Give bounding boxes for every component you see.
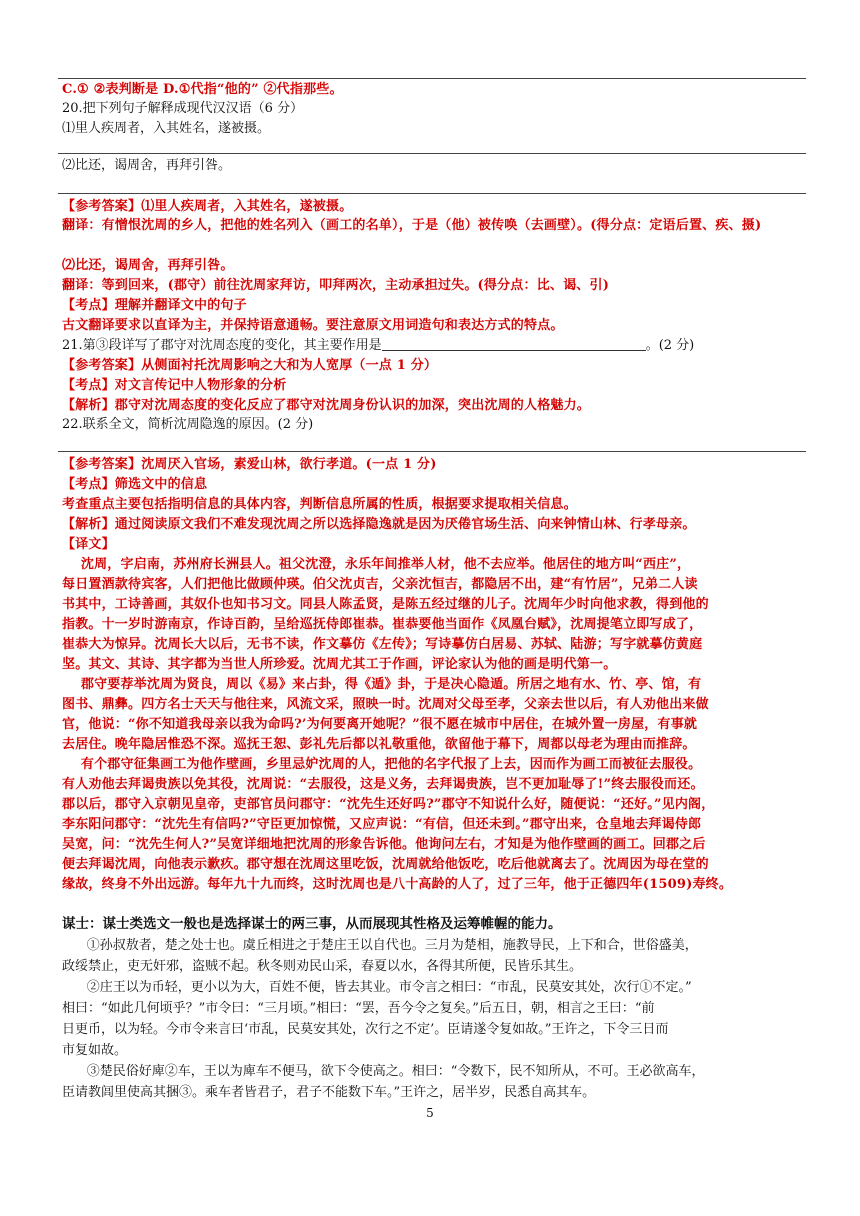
mou-p2-l3: 日更币，以为轻。今市令来言曰‘市乱，民莫安其处，次行之不定’。臣请遂令复如故。”王许之，下令三日而 bbox=[62, 1022, 669, 1037]
q20-sentence-1: ⑴里人疾周者，入其姓名，遂被摄。 bbox=[62, 121, 271, 136]
mou-p3-l1: ③楚民俗好庳②车，王以为庳车不便马，欲下令使高之。相曰：“令数下，民不知所从，不可。王必欲高车， bbox=[86, 1064, 705, 1079]
mou-p2-l4: 市复如故。 bbox=[62, 1043, 128, 1058]
q20-title: 20.把下列句子解释成现代汉汉语（6 分） bbox=[62, 101, 304, 116]
page-number: 5 bbox=[426, 1106, 434, 1120]
q20-note: 古文翻译要求以直译为主，并保持语意通畅。要注意原文用词造句和表达方式的特点。 bbox=[62, 318, 564, 333]
q20-translation-1: 翻译：有憎恨沈周的乡人，把他的姓名列入（画工的名单），于是（他）被传唤（去画壁）。(得分点：定语后置、疾、摄) bbox=[62, 218, 762, 233]
q22-answer: 【参考答案】沈周厌入官场，素爱山林，欲行孝道。(一点 1 分) bbox=[62, 457, 437, 472]
q21-title: 21.第③段详写了郡守对沈周态度的变化，其主要作用是 。(2 分) bbox=[62, 338, 695, 353]
q22-analysis: 【解析】通过阅读原文我们不难发现沈周之所以选择隐逸就是因为厌倦官场生活、向来钟情山林、行孝母亲。 bbox=[62, 517, 696, 532]
q20-answer-1: 【参考答案】⑴里人疾周者，入其姓名，遂被摄。 bbox=[62, 199, 353, 214]
q21-answer: 【参考答案】从侧面衬托沈周影响之大和为人宽厚（一点 1 分） bbox=[62, 358, 438, 373]
translation-p2-l4: 去居住。晚年隐居惟恐不深。巡抚王恕、彭礼先后都以礼敬重他，欲留他于幕下，周都以母老为理由而推辞。 bbox=[62, 737, 696, 752]
mou-p1-l1: ①孙叔敖者，楚之处士也。虞丘相进之于楚庄王以自代也。三月为楚相，施教导民，上下和合，世俗盛美， bbox=[86, 938, 698, 953]
q20-kaodian: 【考点】理解并翻译文中的句子 bbox=[62, 298, 247, 313]
answer-line-1 bbox=[58, 153, 806, 154]
translation-p3-l6: 便去拜谒沈周，向他表示歉疚。郡守想在沈周这里吃饭，沈周就给他饭吃，吃后他就离去了。沈周因为母在堂的 bbox=[62, 857, 709, 872]
translation-label: 【译文】 bbox=[62, 537, 115, 552]
mou-heading: 谋士：谋士类选文一般也是选择谋士的两三事，从而展现其性格及运筹帷幄的能力。 bbox=[62, 916, 562, 932]
translation-p1-l2: 每日置酒款待宾客，人们把他比做顾仲瑛。伯父沈贞吉，父亲沈恒吉，都隐居不出，建“有竹居”，兄弟二人读 bbox=[62, 577, 698, 592]
mou-p2-l2: 相曰：“如此几何顷乎？”市令曰：“三月顷。”相曰：“罢，吾今令之复矣。”后五日，朝，相言之王曰：“前 bbox=[62, 1001, 655, 1016]
mou-p3-l2: 臣请教闾里使高其捆③。乘车者皆君子，君子不能数下车。”王许之，居半岁，民悉自高其车。 bbox=[62, 1085, 596, 1100]
translation-p2-l1: 郡守要荐举沈周为贤良，周以《易》来占卦，得《遁》卦，于是决心隐遁。所居之地有水、竹、亭、馆，有 bbox=[80, 677, 702, 692]
q21-kaodian: 【考点】对文言传记中人物形象的分析 bbox=[62, 378, 287, 393]
q21-blank bbox=[382, 337, 646, 351]
translation-p1-l3: 书其中，工诗善画，其奴仆也知书习文。同县人陈孟贤，是陈五经过继的儿子。沈周年少时向他求教，得到他的 bbox=[62, 597, 709, 612]
q20-answer-2: ⑵比还，谒周舍，再拜引咎。 bbox=[62, 258, 234, 273]
translation-p3-l7: 缘故，终身不外出远游。每年九十九而终，这时沈周也是八十高龄的人了，过了三年，他于正德四年(1509)寿终。 bbox=[62, 877, 733, 892]
top-rule bbox=[58, 78, 806, 79]
q22-title: 22.联系全文，简析沈周隐逸的原因。(2 分) bbox=[62, 417, 314, 432]
translation-p3-l5: 吴宽，问：“沈先生何人?”吴宽详细地把沈周的形象告诉他。他询问左右，才知是为他作壁画的画工。回郡之后 bbox=[62, 837, 706, 852]
q22-note: 考查重点主要包括指明信息的具体内容，判断信息所属的性质，根据要求提取相关信息。 bbox=[62, 497, 577, 512]
translation-p3-l1: 有个郡守征集画工为他作壁画，乡里忌妒沈周的人，把他的名字代报了上去，因而作为画工而被征去服役。 bbox=[80, 757, 702, 772]
translation-p2-l2: 图书、鼎彝。四方名士天天与他往来，风流文采，照映一时。沈周对父母至孝，父亲去世以后，有人劝他出来做 bbox=[62, 697, 709, 712]
q21-analysis: 【解析】郡守对沈周态度的变化反应了郡守对沈周身份认识的加深，突出沈周的人格魅力。 bbox=[62, 398, 591, 413]
translation-p1-l1: 沈周，字启南，苏州府长洲县人。祖父沈澄，永乐年间推举人材，他不去应举。他居住的地方叫“西庄”， bbox=[80, 557, 691, 572]
options-line: C.① ②表判断是 D.①代指“他的” ②代指那些。 bbox=[62, 82, 343, 97]
answer-line-3 bbox=[58, 451, 806, 452]
translation-p3-l3: 郡以后，郡守入京朝见皇帝，吏部官员问郡守：“沈先生还好吗?”郡守不知说什么好，随便说：“还好。”见内阁， bbox=[62, 797, 715, 812]
answer-line-2 bbox=[58, 193, 806, 194]
translation-p1-l5: 崔恭大为惊异。沈周长大以后，无书不读，作文摹仿《左传》；写诗摹仿白居易、苏轼、陆游；写字就摹仿黄庭 bbox=[62, 637, 703, 652]
q20-translation-2: 翻译：等到回来，(郡守）前往沈周家拜访，叩拜两次，主动承担过失。(得分点：比、谒、引) bbox=[62, 278, 610, 293]
translation-p1-l4: 指教。十一岁时游南京，作诗百韵，呈给巡抚侍郎崔恭。崔恭要他当面作《凤凰台赋》，沈周提笔立即写成了， bbox=[62, 617, 703, 632]
translation-p3-l2: 有人劝他去拜谒贵族以免其役，沈周说：“去服役，这是义务，去拜谒贵族，岂不更加耻辱了!”终去服役而还。 bbox=[62, 777, 704, 792]
mou-p2-l1: ②庄王以为币轻，更小以为大，百姓不便，皆去其业。市令言之相曰：“市乱，民莫安其处，次行①不定。” bbox=[86, 980, 692, 995]
mou-p1-l2: 政绥禁止，吏无奸邪，盗贼不起。秋冬则劝民山采，春夏以水，各得其所便，民皆乐其生。 bbox=[62, 959, 583, 974]
translation-p3-l4: 李东阳问郡守：“沈先生有信吗?”守臣更加惊慌，又应声说：“有信，但还未到。”郡守出来，仓皇地去拜谒侍郎 bbox=[62, 817, 702, 832]
translation-p2-l3: 官，他说：“你不知道我母亲以我为命吗?’为何要离开她呢？”很不愿在城市中居住，在城外置一房屋，有事就 bbox=[62, 717, 698, 732]
q20-sentence-2: ⑵比还，谒周舍，再拜引咎。 bbox=[62, 158, 232, 173]
q22-kaodian: 【考点】筛选文中的信息 bbox=[62, 477, 208, 492]
translation-p1-l6: 坚。其文、其诗、其字都为当世人所珍爱。沈周尤其工于作画，评论家认为他的画是明代第一。 bbox=[62, 657, 617, 672]
